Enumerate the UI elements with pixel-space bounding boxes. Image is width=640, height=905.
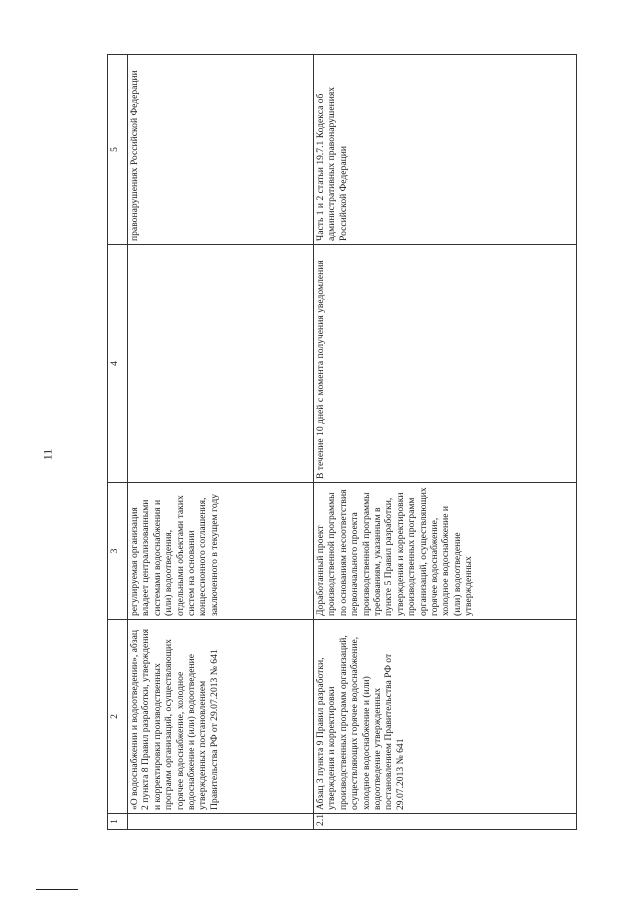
legal-reference-cell: «О водоснабжении и водоотведении», абзац 2 пункта 8 Правил разработки, утверждения и корректировки производственных программ организаций, осуществляющих горячее водоснабжение, холодное водоснабжение и (или) водоотведение утвержденных постановлением Правительства РФ от 29.07.2013 № 641 (128, 620, 314, 814)
liability-cell: правонарушениях Российской Федерации (128, 55, 314, 245)
header-cell: 3 (108, 483, 128, 620)
legal-reference-cell: Абзац 3 пункта 9 Правил разработки, утверждения и корректировки производственных программ организаций, осуществляющих горячее водоснабжение, холодное водоснабжение и (или) водоотведение утвержденных постановлением Правительства РФ от 29.07.2013 № 641 (314, 620, 577, 814)
liability-cell: Часть 1 и 2 статьи 19.7.1 Кодекса об административных правонарушениях Российской Федерации (314, 55, 577, 245)
document-table (107, 54, 577, 830)
header-cell: 1 (108, 814, 128, 830)
footnote-divider (36, 889, 78, 890)
condition-cell: Доработанный проект производственной программы по основаниям несоответствия первоначального проекта производственной программы требованиям, указанным в пункте 5 Правил разработки, утверждения и корректировки производственных программ организаций, осуществляющих горячее водоснабжение, холодное водоснабжение и (или) водоотведение утвержденных (314, 483, 577, 620)
table-header-row (108, 55, 128, 830)
table-row (314, 55, 577, 830)
deadline-cell: В течение 10 дней с момента получения уведомления (314, 245, 577, 483)
rotated-table-container (107, 55, 577, 830)
header-cell: 5 (108, 55, 128, 245)
row-number: 2.10 (314, 814, 577, 830)
row-number (128, 814, 314, 830)
table-row (128, 55, 314, 830)
deadline-cell (128, 245, 314, 483)
condition-cell: регулируемая организация владеет централизованными системами водоснабжения и (или) водоотведения, отдельными объектами таких систем на основании концессионного соглашения, заключенного в текущем году (128, 483, 314, 620)
header-cell: 4 (108, 245, 128, 483)
page-number: 11 (40, 448, 55, 461)
header-cell: 2 (108, 620, 128, 814)
